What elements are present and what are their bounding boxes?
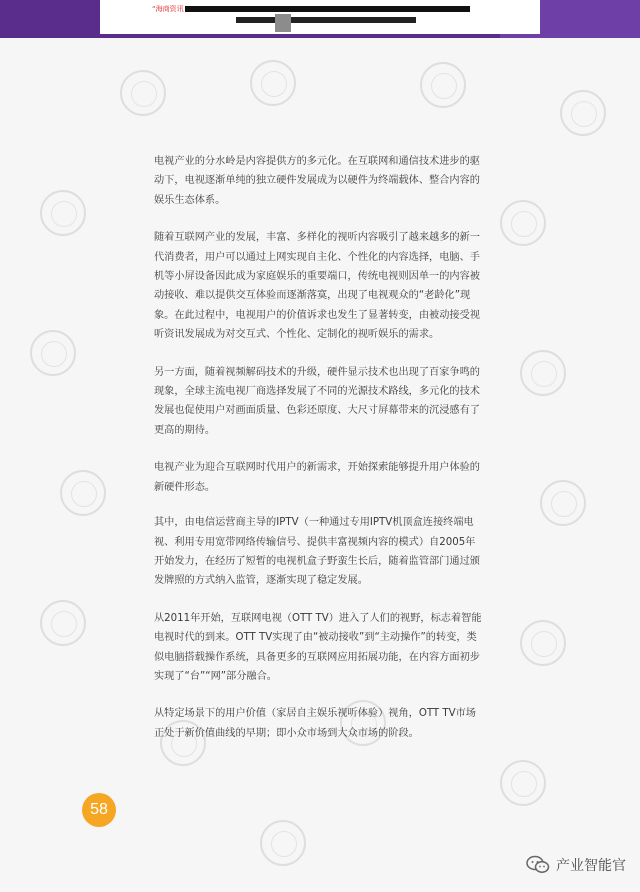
- paragraph: 随着互联网产业的发展，丰富、多样化的视听内容吸引了越来越多的新一代消费者，用户可以通过上网实现自主化、个性化的内容选择，电脑、手机等小屏设备因此成为家庭娱乐的重要端口，传统电视则因单一的内容被动接收、难以提供交互体验而逐渐落寞，出现了电视观众的“老龄化”现象。在此过程中，电视用户的价值诉求也发生了显著转变，由被动接受视听资讯发展成为对交互式、个性化、定制化的视听娱乐的需求。: [154, 232, 480, 341]
- watermark-seal: [520, 350, 566, 396]
- watermark-seal: [260, 820, 306, 866]
- paragraph: 电视产业为迎合互联网时代用户的新需求，开始探索能够提升用户体验的新硬件形态。: [154, 462, 480, 493]
- watermark-seal: [30, 330, 76, 376]
- header-redaction-bar: [185, 6, 470, 12]
- paragraph: 电视产业的分水岭是内容提供方的多元化。在互联网和通信技术进步的驱动下，电视逐渐单纯的独立硬件发展成为以硬件为终端载体、整合内容的娱乐生态体系。: [154, 156, 480, 206]
- watermark-seal: [420, 62, 466, 108]
- watermark-seal: [560, 90, 606, 136]
- header-redaction-square: [275, 14, 291, 32]
- footer-brand-name: 产业智能官: [556, 858, 626, 874]
- watermark-seal: [540, 480, 586, 526]
- body-text: [154, 152, 484, 761]
- watermark-seal: [120, 70, 166, 116]
- wechat-footer: [526, 855, 626, 875]
- paragraph: 从特定场景下的用户价值（家居自主娱乐视听体验）视角，OTT TV市场正处于新价值曲线的早期；即小众市场到大众市场的阶段。: [154, 708, 476, 739]
- watermark-seal: [40, 600, 86, 646]
- paragraph: 从2011年开始，互联网电视（OTT TV）进入了人们的视野，标志着智能电视时代的到来。OTT TV实现了由“被动接收”到“主动操作”的转变，类似电脑搭载操作系统，具备更多的互联网应用拓展功能，在内容方面初步实现了“台”“网”部分融合。: [154, 612, 482, 682]
- paragraph: 其中，由电信运营商主导的IPTV（一种通过专用IPTV机顶盒连接终端电视、利用专用宽带网络传输信号、提供丰富视频内容的模式）自2005年开始发力，在经历了短暂的电视机盒子野蛮生长后，随着监管部门通过颁发牌照的方式纳入监管，逐渐实现了稳定发展。: [154, 517, 480, 587]
- watermark-seal: [40, 190, 86, 236]
- watermark-seal: [500, 760, 546, 806]
- watermark-seal: [500, 200, 546, 246]
- watermark-seal: [60, 470, 106, 516]
- watermark-seal: [520, 620, 566, 666]
- header-tag: “海商资讯: [152, 5, 184, 13]
- paragraph: 另一方面，随着视频解码技术的升级，硬件显示技术也出现了百家争鸣的现象，全球主流电视厂商选择发展了不同的光源技术路线，多元化的技术发展也促使用户对画面质量、色彩还原度、大尺寸屏幕带来的沉浸感有了更高的期待。: [154, 366, 480, 436]
- wechat-icon: [526, 855, 550, 875]
- page-number-badge: 58: [82, 793, 116, 827]
- header-redaction-line: [236, 17, 416, 23]
- watermark-seal: [250, 60, 296, 106]
